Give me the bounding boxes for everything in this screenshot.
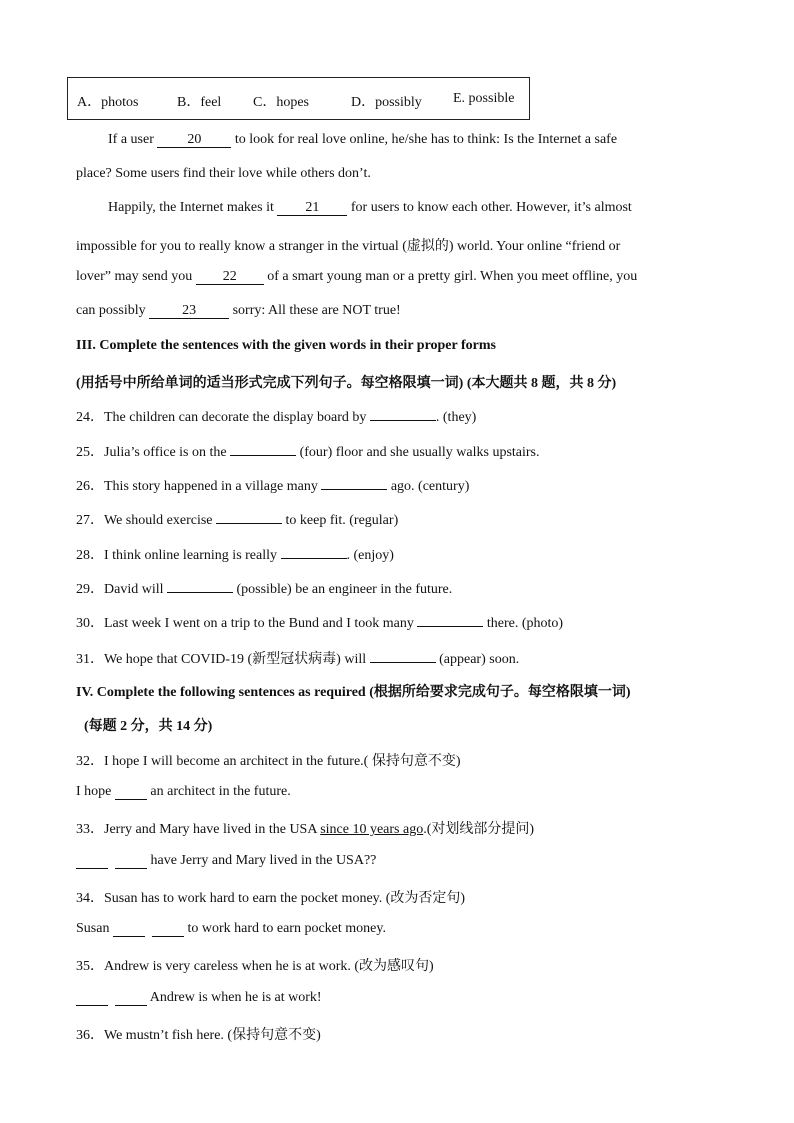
- passage-line: place? Some users find their love while others don’t.: [76, 166, 371, 181]
- answer-blank[interactable]: [115, 991, 147, 1006]
- passage-line: Happily, the Internet makes it 21 for users to know each other. However, it’s almost: [108, 200, 632, 215]
- section-3-subtitle: (用括号中所给单词的适当形式完成下列句子。每空格限填一词) (本大题共 8 题，共 8 分): [76, 376, 617, 391]
- section-4-title: IV. Complete the following sentences as required (根据所给要求完成句子。每空格限填一词): [76, 685, 631, 700]
- answer-line-35: Andrew is when he is at work!: [76, 990, 322, 1006]
- answer-line-32: I hope an architect in the future.: [76, 784, 291, 799]
- question-item: 26．This story happened in a village many ago. (century): [76, 479, 470, 494]
- passage-line: impossible for you to really know a stranger in the virtual (虚拟的) world. Your online “friend or: [76, 239, 621, 254]
- answer-blank[interactable]: [321, 489, 387, 490]
- word-option: B．feel: [177, 95, 222, 110]
- answer-blank[interactable]: [76, 991, 108, 1006]
- answer-line-34: Susan to work hard to earn pocket money.: [76, 921, 386, 936]
- answer-line-33: have Jerry and Mary lived in the USA??: [76, 853, 376, 869]
- passage-line: If a user 20 to look for real love online, he/she has to think: Is the Internet a safe: [108, 132, 618, 147]
- word-option: A．photos: [77, 95, 139, 110]
- blank-22[interactable]: 22: [196, 270, 264, 285]
- question-item: 31．We hope that COVID-19 (新型冠状病毒) will (appear) soon.: [76, 652, 520, 667]
- passage-line: lover” may send you 22 of a smart young man or a pretty girl. When you meet offline, you: [76, 269, 638, 284]
- blank-21[interactable]: 21: [277, 201, 347, 216]
- word-bank-box: [67, 77, 530, 120]
- question-35: 35．Andrew is very careless when he is at work. (改为感叹句): [76, 959, 434, 974]
- answer-blank[interactable]: [370, 420, 436, 421]
- question-item: 25．Julia’s office is on the (four) floor and she usually walks upstairs.: [76, 445, 540, 460]
- answer-blank[interactable]: [113, 922, 145, 937]
- question-item: 27．We should exercise to keep fit. (regular): [76, 513, 399, 528]
- question-34: 34．Susan has to work hard to earn the pocket money. (改为否定句): [76, 891, 466, 906]
- answer-blank[interactable]: [76, 854, 108, 869]
- answer-blank[interactable]: [115, 854, 147, 869]
- answer-blank[interactable]: [152, 922, 184, 937]
- question-item: 28．I think online learning is really . (enjoy): [76, 548, 394, 563]
- word-option: D．possibly: [351, 95, 422, 110]
- word-option: C．hopes: [253, 95, 309, 110]
- question-item: 29．David will (possible) be an engineer in the future.: [76, 582, 453, 597]
- question-32: 32．I hope I will become an architect in the future.( 保持句意不变): [76, 754, 461, 769]
- answer-blank[interactable]: [115, 785, 147, 800]
- answer-blank[interactable]: [167, 592, 233, 593]
- answer-blank[interactable]: [370, 662, 436, 663]
- passage-line: can possibly 23 sorry: All these are NOT true!: [76, 303, 401, 318]
- question-item: 24．The children can decorate the display board by . (they): [76, 410, 477, 425]
- answer-blank[interactable]: [417, 626, 483, 627]
- question-33: 33．Jerry and Mary have lived in the USA since 10 years ago.(对划线部分提问): [76, 822, 535, 837]
- blank-23[interactable]: 23: [149, 304, 229, 319]
- question-item: 30．Last week I went on a trip to the Bund and I took many there. (photo): [76, 616, 564, 631]
- answer-blank[interactable]: [216, 523, 282, 524]
- word-option: E. possible: [453, 91, 515, 106]
- answer-blank[interactable]: [230, 455, 296, 456]
- answer-blank[interactable]: [281, 558, 347, 559]
- section-3-title: III. Complete the sentences with the given words in their proper forms: [76, 338, 496, 353]
- blank-20[interactable]: 20: [157, 133, 231, 148]
- question-36: 36．We mustn’t fish here. (保持句意不变): [76, 1028, 321, 1043]
- section-4-subtitle: (每题 2 分，共 14 分): [84, 719, 213, 734]
